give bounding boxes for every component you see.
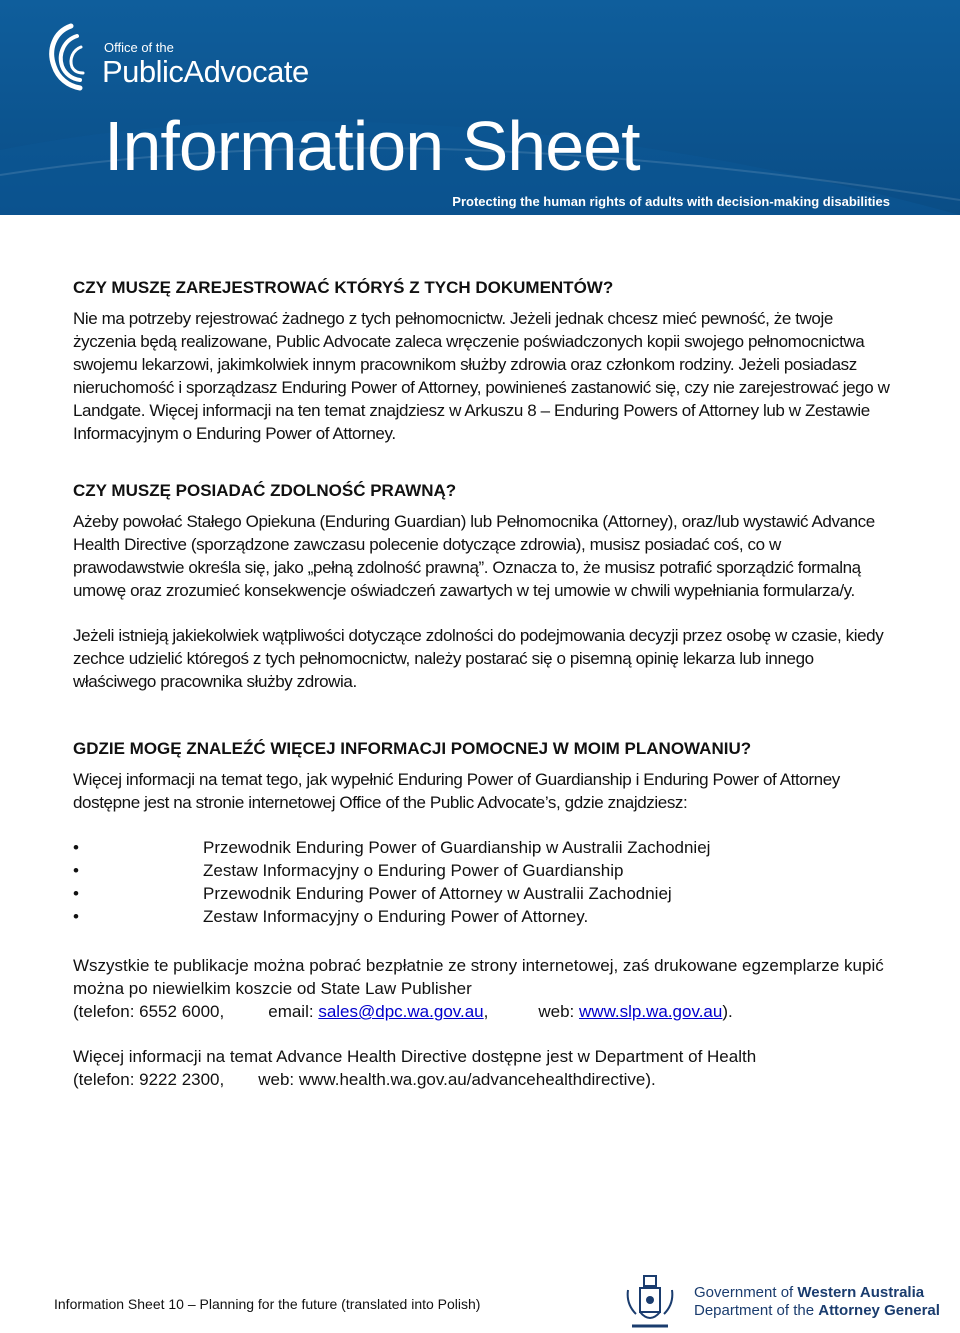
web-link[interactable]: www.slp.wa.gov.au bbox=[579, 1002, 723, 1021]
health-info-text bbox=[73, 1045, 893, 1091]
capacity-paragraph-1: Ażeby powołać Stałego Opiekuna (Enduring Guardian) lub Pełnomocnika (Attorney), oraz/lub wystawić Advance Health Directive (sporządzone zawczasu polecenie dotyczące zdrowia), musisz posiadać coś, co w prawodawstwie określa się, jako „pełną zdolność prawną”. Oznacza to, że musisz potrafić sporządzić formalną umowę oraz zrozumieć konsekwencje oświadczeń zawartych w tej umowie w chwili wypełniania formularza/y. bbox=[73, 512, 875, 600]
section-heading-more-info: GDZIE MOGĘ ZNALEŹĆ WIĘCEJ INFORMACJI POMOCNEJ W MOIM PLANOWANIU? bbox=[73, 739, 752, 758]
list-item: • Zestaw Informacyjny o Enduring Power of Attorney. bbox=[73, 905, 893, 928]
health-description: Więcej informacji na temat Advance Health Directive dostępne jest w Department of Health bbox=[73, 1047, 757, 1066]
department-label bbox=[694, 1302, 940, 1319]
list-item: • Zestaw Informacyjny o Enduring Power of Guardianship bbox=[73, 859, 893, 882]
org-name: PublicAdvocate bbox=[102, 54, 309, 89]
footer-sheet-label: Information Sheet 10 – Planning for the future (translated into Polish) bbox=[54, 1296, 481, 1312]
page-title: Information Sheet bbox=[104, 107, 640, 185]
email-link[interactable]: sales@dpc.wa.gov.au bbox=[318, 1002, 484, 1021]
web-suffix: ). bbox=[722, 1002, 733, 1021]
section-heading-registration: CZY MUSZĘ ZAREJESTROWAĆ KTÓRYŚ Z TYCH DOKUMENTÓW? bbox=[73, 278, 614, 297]
phone-label: (telefon: 6552 6000, bbox=[73, 1002, 225, 1021]
publications-text bbox=[73, 954, 893, 1023]
web-label: web: bbox=[538, 1002, 575, 1021]
publications-description: Wszystkie te publikacje można pobrać bezpłatnie ze strony internetowej, zaś drukowane egzemplarze kupić można po niewielkim koszcie od State Law Publisher bbox=[73, 956, 884, 998]
registration-paragraph: Nie ma potrzeby rejestrować żadnego z tych pełnomocnictw. Jeżeli jednak chcesz mieć pewność, że twoje życzenia będą realizowane, Public Advocate zaleca wręczenie poświadczonych kopii swojego pełnomocnictwa swojemu lekarzowi, jakimkolwiek innym pracownikom służby zdrowia oraz członkom rodziny. Jeżeli posiadasz nieruchomość i sporządzasz Enduring Power of Attorney, powinieneś zastanowić się, czy nie zarejestrować jego w Landgate. Więcej informacji na ten temat znajdziesz w Arkuszu 8 – Enduring Powers of Attorney lub w Zestawie Informacyjnym o Enduring Power of Attorney. bbox=[73, 309, 890, 443]
capacity-paragraph-2: Jeżeli istnieją jakiekolwiek wątpliwości dotyczące zdolności do podejmowania decyzji przez osobę w czasie, kiedy zechce udzielić któregoś z tych pełnomocnictw, należy postarać się o pisemną opinię lekarza lub innego właściwego pracownika służby zdrowia. bbox=[73, 626, 884, 691]
health-web: web: www.health.wa.gov.au/advancehealthdirective). bbox=[258, 1070, 656, 1089]
gov-line2-prefix: Department of the bbox=[694, 1302, 819, 1319]
section-heading-capacity: CZY MUSZĘ POSIADAĆ ZDOLNOŚĆ PRAWNĄ? bbox=[73, 481, 457, 500]
header-banner bbox=[0, 0, 960, 215]
email-suffix: , bbox=[483, 1002, 489, 1021]
public-advocate-logo-icon bbox=[46, 22, 96, 92]
list-item: • Przewodnik Enduring Power of Guardianship w Australii Zachodniej bbox=[73, 836, 893, 859]
gov-line2-bold: Attorney General bbox=[818, 1302, 940, 1319]
gov-line1-bold: Western Australia bbox=[797, 1284, 925, 1301]
government-label bbox=[694, 1284, 924, 1301]
publications-list bbox=[73, 836, 893, 928]
health-phone: (telefon: 9222 2300, bbox=[73, 1070, 225, 1089]
org-name-small: Office of the bbox=[104, 40, 174, 55]
list-item: • Przewodnik Enduring Power of Attorney w Australii Zachodniej bbox=[73, 882, 893, 905]
more-info-intro: Więcej informacji na temat tego, jak wypełnić Enduring Power of Guardianship i Enduring Power of Attorney dostępne jest na stronie internetowej Office of the Public Advocate’s, gdzie znajdziesz: bbox=[73, 770, 840, 812]
wa-government-crest-icon bbox=[624, 1274, 676, 1332]
tagline: Protecting the human rights of adults with decision-making disabilities bbox=[452, 194, 890, 209]
email-label: email: bbox=[268, 1002, 314, 1021]
gov-line1-prefix: Government of bbox=[694, 1284, 798, 1301]
document-body bbox=[73, 276, 893, 1091]
